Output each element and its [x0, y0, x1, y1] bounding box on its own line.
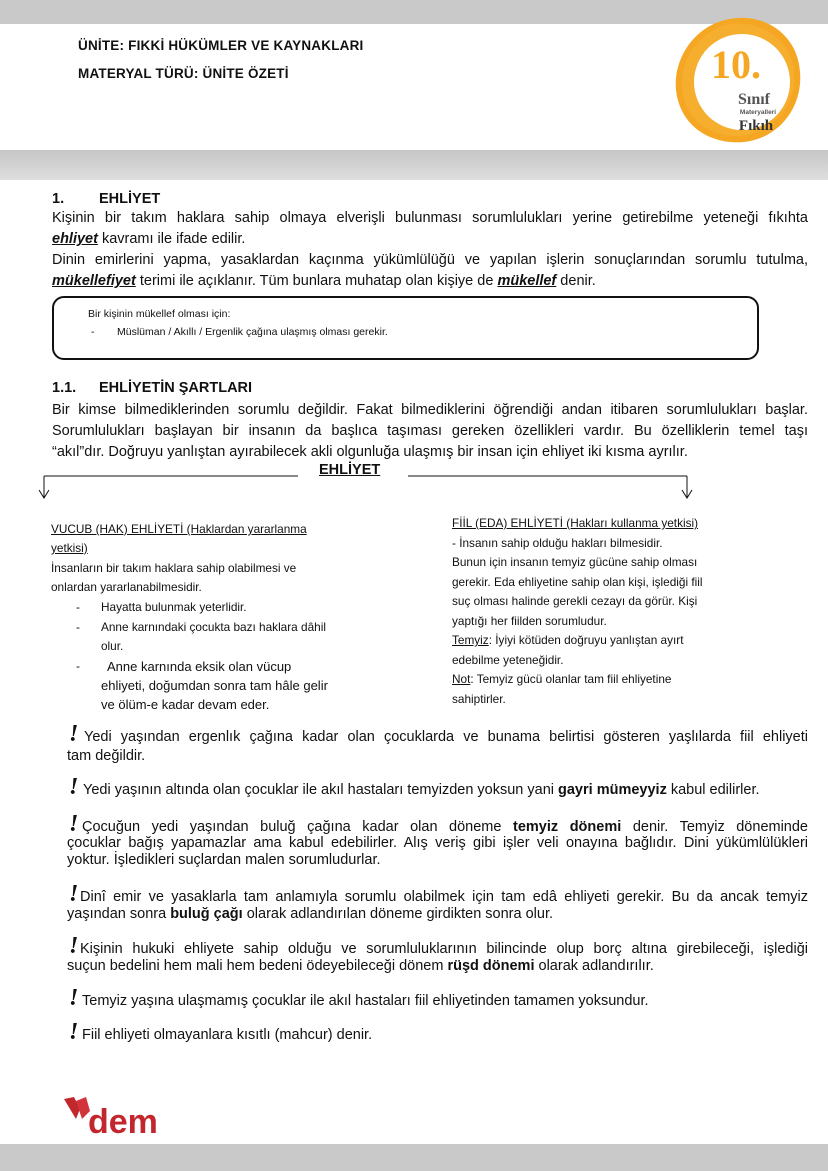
warning-icon: ! [69, 721, 79, 747]
not-label: Not [452, 672, 471, 686]
warning-icon: ! [69, 933, 79, 959]
vucub-item-2a: Anne karnındaki çocukta bazı haklara dâhil [101, 620, 326, 634]
fiil-title: FİİL (EDA) EHLİYETİ (Hakları kullanma yetkisi) [452, 516, 699, 530]
note-7: Fiil ehliyeti olmayanlara kısıtlı (mahcur) denir. [82, 1027, 373, 1043]
term-ehliyet: ehliyet [52, 231, 98, 247]
fiil-line-2: Bunun için insanın temyiz gücüne sahip olması [452, 555, 698, 569]
vucub-title-1: VUCUB (HAK) EHLİYETİ (Haklardan yararlanma [51, 522, 307, 536]
note-4-line2: yaşından sonra buluğ çağı olarak adlandırılan döneme girdikten sonra olur. [67, 906, 554, 922]
diagram-label: EHLİYET [319, 462, 381, 478]
grade-badge [672, 14, 804, 146]
vucub-item-3a: Anne karnında eksik olan vücup [107, 659, 292, 674]
term-mukellef: mükellef [497, 273, 557, 289]
ehliyet-line1: Kişinin bir takım haklara sahip olmaya elverişli bulunması sorumlulukları yerine getirebilme yeteneği fıkıhta [52, 210, 808, 226]
fiil-line-9: sahiptirler. [452, 692, 506, 706]
header-band [0, 150, 828, 180]
note-5-line2: suçun bedelini hem mali hem bedeni ödeyebileceği dönem rüşd dönemi olarak adlandırılır. [67, 958, 654, 974]
term-mukellefiyet: mükellefiyet [52, 273, 136, 289]
badge-sinif: Sınıf [737, 91, 771, 108]
box-dash: - [91, 326, 95, 338]
subsection-number: 1.1. [52, 380, 77, 396]
warning-icon: ! [69, 985, 79, 1011]
badge-subject: Fıkıh [738, 118, 774, 134]
vucub-title-2: yetkisi) [51, 541, 88, 555]
note-5-line1: Kişinin hukuki ehliyete sahip olduğu ve sorumluluklarının bilincinde olup borç altına girebileceği, işlediği [80, 941, 808, 957]
section-number: 1. [52, 191, 65, 207]
note-4-line1: Dinî emir ve yasaklarla tam anlamıyla sorumlu olabilmek için tam edâ ehliyeti gerekir. Bu da ancak temyiz [80, 889, 808, 905]
brand-name: dem [88, 1103, 158, 1141]
badge-materyalleri: Materyalleri [739, 109, 777, 116]
vucub-item-3c: ve ölüm-e kadar devam eder. [101, 697, 270, 712]
warning-icon: ! [69, 774, 79, 800]
vucub-dash-3: - [76, 659, 80, 673]
note-2: Yedi yaşının altında olan çocuklar ile akıl hastaları temyizden yoksun yani gayri mümeyyiz kabul edilirler. [83, 782, 760, 798]
unit-title: ÜNİTE: FIKKİ HÜKÜMLER VE KAYNAKLARI [78, 38, 364, 53]
vucub-item-2b: olur. [101, 639, 124, 653]
vucub-dash-1: - [76, 600, 80, 614]
note-3-line1: Çocuğun yedi yaşından buluğ çağına kadar olan döneme temyiz dönemi denir. Temyiz döneminde [82, 819, 808, 835]
sartlar-line3: “akıl”dır. Doğruyu yanlıştan ayırabilecek akli olgunluğa ulaşmış bir insan için ehliyet iki kısma ayrılır. [52, 444, 688, 460]
mukellef-line2: mükellefiyet terimi ile açıklanır. Tüm bunlara muhatap olan kişiye de mükellef denir. [52, 273, 596, 289]
warning-icon: ! [69, 881, 79, 907]
vucub-desc-1: İnsanların bir takım haklara sahip olabilmesi ve [51, 561, 297, 575]
note-3-line3: yoktur. İşledikleri suçlardan malen sorumludurlar. [67, 852, 381, 868]
ehliyet-line2: ehliyet kavramı ile ifade edilir. [52, 231, 246, 247]
temyiz-definition: Temyiz: İyiyi kötüden doğruyu yanlıştan ayırt [452, 633, 684, 647]
vucub-item-1: Hayatta bulunmak yeterlidir. [101, 600, 247, 614]
note-1-line2: tam değildir. [67, 748, 146, 764]
subsection-title: EHLİYETİN ŞARTLARI [99, 380, 253, 396]
vucub-dash-2: - [76, 620, 80, 634]
sartlar-line2: Sorumlulukları başlayan bir insanın da başlıca taşıması gereken özellikleri vardır. Bu özelliklerin temel taşı [52, 423, 808, 439]
warning-icon: ! [69, 811, 79, 837]
fiil-line-4: suç olması halinde gerekli cezayı da görür. Kişi [452, 594, 698, 608]
vucub-item-3b: ehliyeti, doğumdan sonra tam hâle gelir [101, 678, 328, 693]
box-heading: Bir kişinin mükellef olması için: [88, 308, 231, 320]
note-1-line1: Yedi yaşından ergenlık çağına kadar olan çocuklarda ve bunama belirtisi gösteren yaşlılarda fiil ehliyeti [84, 729, 808, 745]
box-conditions: Müslüman / Akıllı / Ergenlik çağına ulaşmış olması gerekir. [117, 326, 388, 338]
fiil-line-5: yaptığı her fiilden sorumludur. [452, 614, 607, 628]
fiil-line-7: edebilme yeteneğidir. [452, 653, 564, 667]
vucub-desc-2: onlardan yararlanabilmesidir. [51, 580, 202, 594]
not-line: Not: Temyiz gücü olanlar tam fiil ehliyetine [452, 672, 672, 686]
temyiz-label: Temyiz [452, 633, 489, 647]
note-3-line2: çocuklar bağış yapamazlar ama kabul edebilirler. Alış veriş gibi işler veli onayına bağlıdır. Dini yükümlülükleri [67, 835, 808, 851]
material-type: MATERYAL TÜRÜ: ÜNİTE ÖZETİ [78, 66, 289, 81]
bottom-bar [0, 1144, 828, 1171]
fiil-line-1: - İnsanın sahip olduğu hakları bilmesidir. [452, 536, 663, 550]
sartlar-line1: Bir kimse bilmediklerinden sorumlu değildir. Fakat bilmediklerini öğrendiği andan itibaren sorumlulukları başlar. [52, 402, 808, 418]
section-title: EHLİYET [99, 191, 161, 207]
fiil-line-3: gerekir. Eda ehliyetine sahip olan kişi, işlediği fiil [452, 575, 703, 589]
note-6: Temyiz yaşına ulaşmamış çocuklar ile akıl hastaları fiil ehliyetinden tamamen yoksundur. [82, 993, 649, 1009]
dem-logo [62, 1093, 174, 1141]
warning-icon: ! [69, 1019, 79, 1045]
badge-number: 10. [711, 42, 761, 87]
mukellef-line1: Dinin emirlerini yapma, yasaklardan kaçınma yükümlülüğü ve yapılan işlerin sonuçlarından sorumlu tutulma, [52, 252, 808, 268]
